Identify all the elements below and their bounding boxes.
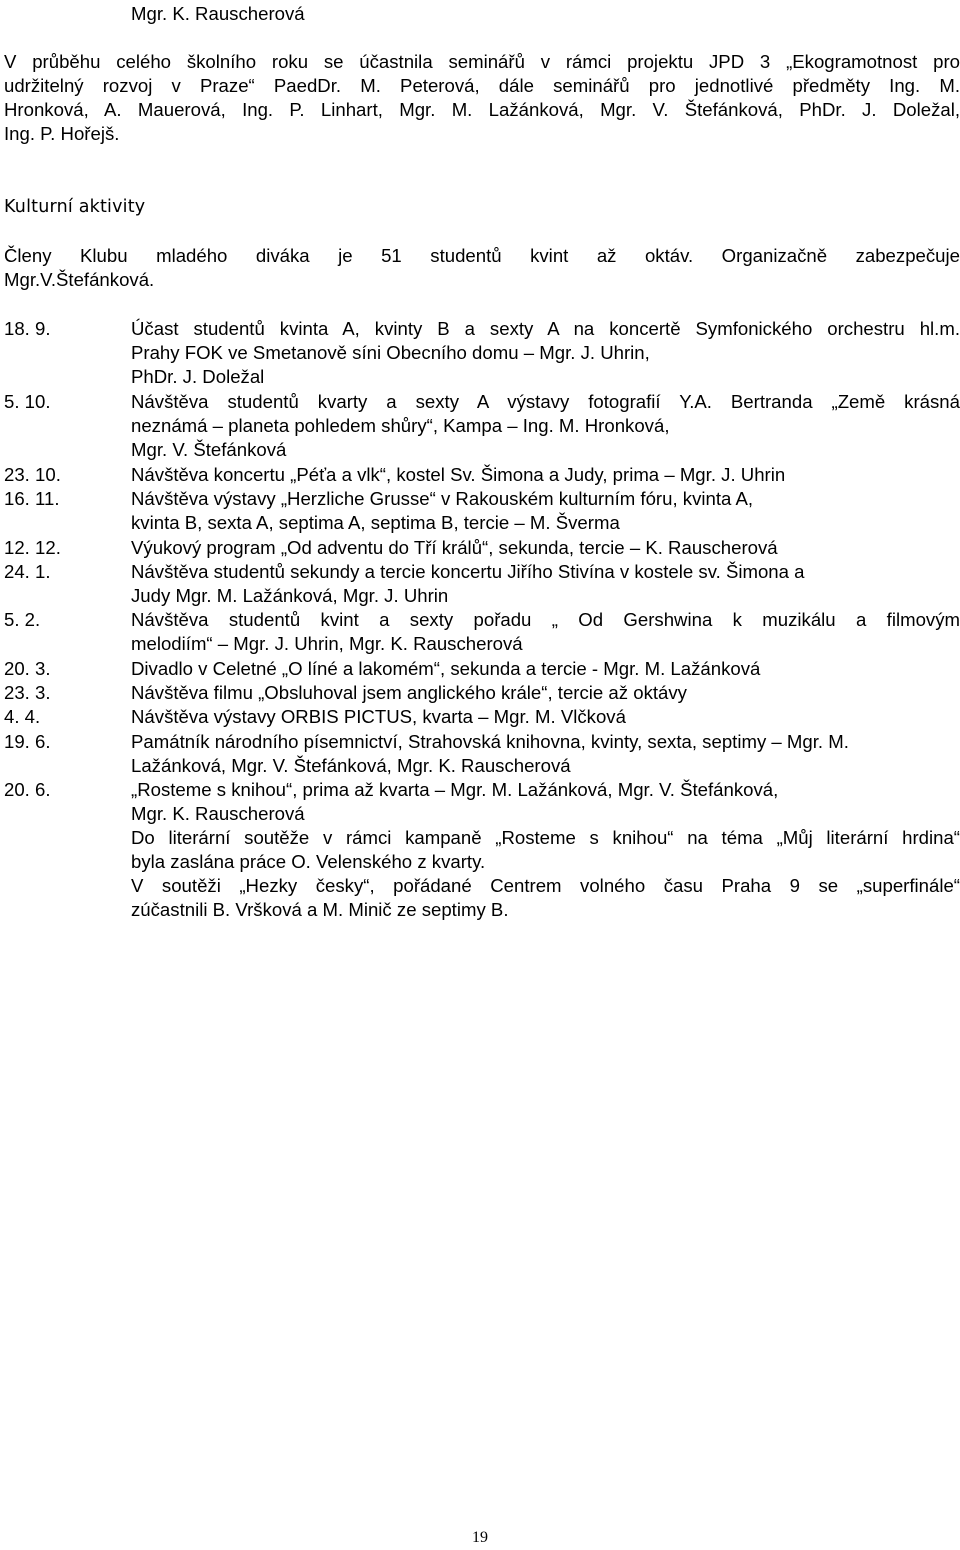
event-description (131, 560, 960, 608)
event-line: Mgr. V. Štefánková (131, 439, 287, 460)
event-line: PhDr. J. Doležal (131, 366, 265, 387)
event-line: Návštěva studentů kvint a sexty pořadu „ Od Gershwina k muzikálu a filmovým (131, 609, 960, 630)
event-line: „Rosteme s knihou“, prima až kvarta – Mgr. M. Lažánková, Mgr. V. Štefánková, (131, 779, 779, 800)
event-description (131, 778, 960, 922)
event-date: 19. 6. (4, 731, 51, 752)
event-description (131, 608, 960, 656)
seminars-line-4: Ing. P. Hořejš. (4, 123, 120, 144)
event-date: 5. 2. (4, 609, 41, 630)
event-description (131, 730, 960, 778)
club-line-2: Mgr.V.Štefánková. (4, 269, 155, 290)
event-line: V soutěži „Hezky česky“, pořádané Centrem volného času Praha 9 se „superfinále“ (131, 875, 960, 896)
event-line: Návštěva studentů sekundy a tercie koncertu Jiřího Stivína v kostele sv. Šimona a (131, 561, 805, 582)
event-line: neznámá – planeta pohledem shůry“, Kampa – Ing. M. Hronková, (131, 415, 670, 436)
event-date: 24. 1. (4, 561, 51, 582)
event-line: kvinta B, sexta A, septima A, septima B, tercie – M. Šverma (131, 512, 620, 533)
event-line: Památník národního písemnictví, Strahovská knihovna, kvinty, sexta, septimy – Mgr. M. (131, 731, 849, 752)
event-line: Divadlo v Celetné „O líné a lakomém“, sekunda a tercie - Mgr. M. Lažánková (131, 658, 761, 679)
event-line: Lažánková, Mgr. V. Štefánková, Mgr. K. Rauscherová (131, 755, 571, 776)
event-line: Prahy FOK ve Smetanově síni Obecního domu – Mgr. J. Uhrin, (131, 342, 650, 363)
event-description (131, 536, 960, 560)
event-line: byla zaslána práce O. Velenského z kvarty. (131, 851, 486, 872)
event-date: 4. 4. (4, 706, 41, 727)
event-line: zúčastnili B. Vršková a M. Minič ze septimy B. (131, 899, 509, 920)
event-line: Judy Mgr. M. Lažánková, Mgr. J. Uhrin (131, 585, 449, 606)
event-line: Návštěva studentů kvarty a sexty A výstavy fotografií Y.A. Bertranda „Země krásná (131, 391, 960, 412)
event-line: Do literární soutěže v rámci kampaně „Rosteme s knihou“ na téma „Můj literární hrdina“ (131, 827, 960, 848)
event-line: Účast studentů kvinta A, kvinty B a sexty A na koncertě Symfonického orchestru hl.m. (131, 318, 960, 339)
event-date: 12. 12. (4, 537, 61, 558)
event-description (131, 463, 960, 487)
event-description (131, 657, 960, 681)
event-description (131, 317, 960, 389)
author-line: Mgr. K. Rauscherová (131, 3, 305, 24)
event-line: Návštěva filmu „Obsluhoval jsem anglického krále“, tercie až oktávy (131, 682, 687, 703)
event-date: 20. 3. (4, 658, 51, 679)
seminars-line-3: Hronková, A. Mauerová, Ing. P. Linhart, Mgr. M. Lažánková, Mgr. V. Štefánková, PhDr. J. Doležal, (4, 99, 960, 120)
event-date: 5. 10. (4, 391, 51, 412)
event-date: 20. 6. (4, 779, 51, 800)
seminars-line-2: udržitelný rozvoj v Praze“ PaedDr. M. Peterová, dále seminářů pro jednotlivé předměty Ing. M. (4, 75, 960, 96)
event-line: Návštěva výstavy ORBIS PICTUS, kvarta – Mgr. M. Vlčková (131, 706, 626, 727)
event-date: 16. 11. (4, 488, 60, 509)
event-description (131, 487, 960, 535)
event-line: melodiím“ – Mgr. J. Uhrin, Mgr. K. Rauscherová (131, 633, 523, 654)
seminars-line-1: V průběhu celého školního roku se účastnila seminářů v rámci projektu JPD 3 „Ekogramotnost pro (4, 51, 960, 72)
event-date: 23. 3. (4, 682, 51, 703)
section-heading: Kulturní aktivity (4, 197, 146, 217)
event-line: Mgr. K. Rauscherová (131, 803, 305, 824)
club-line-1: Členy Klubu mladého diváka je 51 studentů kvint až oktáv. Organizačně zabezpečuje (4, 245, 960, 266)
event-line: Návštěva koncertu „Péťa a vlk“, kostel Sv. Šimona a Judy, prima – Mgr. J. Uhrin (131, 464, 786, 485)
event-line: Návštěva výstavy „Herzliche Grusse“ v Rakouském kulturním fóru, kvinta A, (131, 488, 754, 509)
event-description (131, 705, 960, 729)
event-description (131, 390, 960, 462)
page-number: 19 (472, 1529, 488, 1546)
event-date: 18. 9. (4, 318, 51, 339)
event-description (131, 681, 960, 705)
event-date: 23. 10. (4, 464, 61, 485)
event-line: Výukový program „Od adventu do Tří králů“, sekunda, tercie – K. Rauscherová (131, 537, 778, 558)
